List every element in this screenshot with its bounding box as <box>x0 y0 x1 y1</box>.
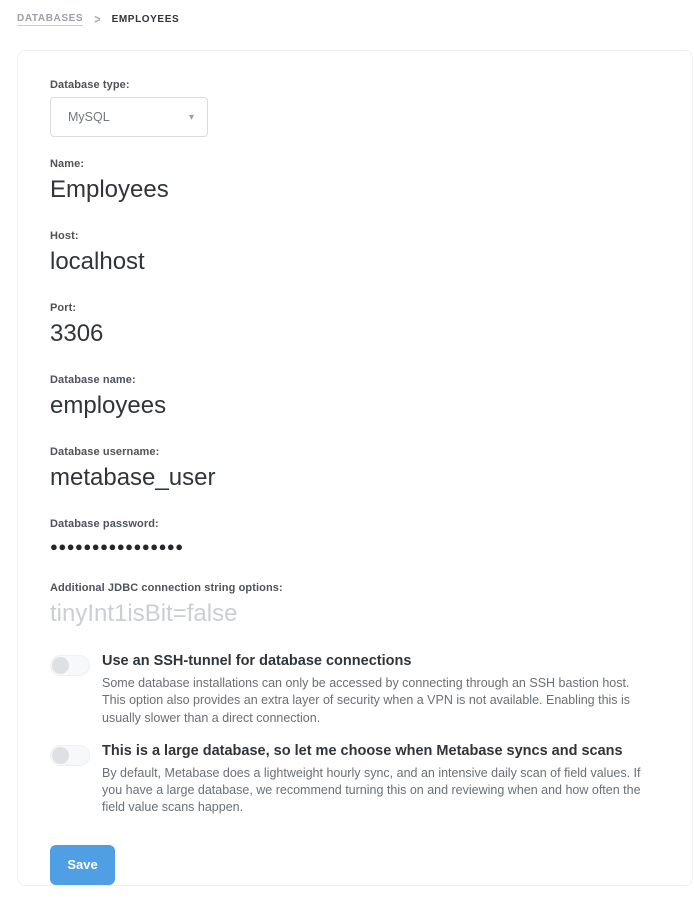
name-label: Name: <box>50 158 85 170</box>
database-username-label: Database username: <box>50 446 160 458</box>
database-password-input[interactable] <box>50 535 500 557</box>
jdbc-options-label: Additional JDBC connection string options: <box>50 582 283 594</box>
field-name <box>50 158 660 205</box>
port-label: Port: <box>50 302 77 314</box>
field-database-type <box>50 79 660 137</box>
large-database-toggle[interactable] <box>50 745 90 766</box>
field-port <box>50 302 660 349</box>
large-database-text <box>102 743 652 817</box>
database-form-card <box>17 50 693 886</box>
large-database-description: By default, Metabase does a lightweight hourly sync, and an intensive daily scan of field values. If you have a large database, we recommend turning this on and reviewing when and how often the field value scans happen. <box>102 765 641 815</box>
field-host <box>50 230 660 277</box>
database-password-label: Database password: <box>50 518 159 530</box>
field-database-username <box>50 446 660 493</box>
database-username-input[interactable] <box>50 463 500 493</box>
jdbc-options-input[interactable] <box>50 599 500 629</box>
database-name-label: Database name: <box>50 374 136 386</box>
field-database-name <box>50 374 660 421</box>
save-button[interactable]: Save <box>50 845 115 885</box>
toggle-knob <box>52 657 69 674</box>
ssh-tunnel-section <box>50 653 660 727</box>
ssh-tunnel-description: Some database installations can only be accessed by connecting through an SSH bastion host. This option also provides an extra layer of security when a VPN is not available. Enabling this is usually slower than a direct connection. <box>102 676 631 725</box>
breadcrumb-current-employees: EMPLOYEES <box>111 14 180 25</box>
host-label: Host: <box>50 230 79 242</box>
chevron-right-icon: > <box>94 12 101 27</box>
name-input[interactable] <box>50 175 500 205</box>
breadcrumb <box>0 0 694 26</box>
ssh-tunnel-title: Use an SSH-tunnel for database connections <box>102 653 412 669</box>
database-type-label: Database type: <box>50 79 130 91</box>
large-database-section <box>50 743 660 817</box>
field-database-password <box>50 518 660 557</box>
host-input[interactable] <box>50 247 500 277</box>
field-jdbc-options <box>50 582 660 629</box>
ssh-tunnel-toggle[interactable] <box>50 655 90 676</box>
chevron-down-icon: ▾ <box>188 111 194 123</box>
database-type-selected-value: MySQL <box>68 110 110 124</box>
large-database-title: This is a large database, so let me choose when Metabase syncs and scans <box>102 742 623 759</box>
ssh-tunnel-text <box>102 653 652 727</box>
toggle-knob <box>52 747 69 764</box>
database-name-input[interactable] <box>50 391 500 421</box>
port-input[interactable] <box>50 319 500 349</box>
breadcrumb-databases-link[interactable]: DATABASES <box>17 13 84 24</box>
database-type-select[interactable] <box>50 97 208 137</box>
